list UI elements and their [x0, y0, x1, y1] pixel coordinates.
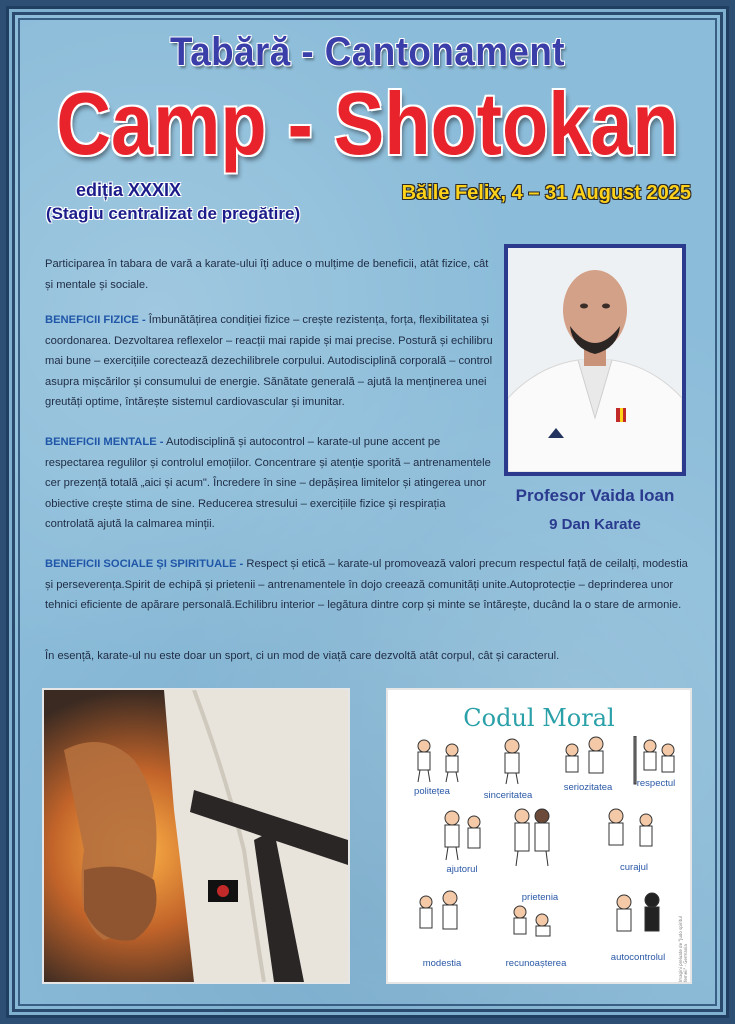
- title-top: Tabără - Cantonament: [170, 30, 565, 74]
- moral-code-credit: Imagini preluate de "Judo spiritul femeii" - Germania: [678, 916, 688, 982]
- figure-ajutorul: [445, 811, 480, 860]
- instructor-portrait: [504, 244, 686, 476]
- figure-autocontrolul: [617, 893, 659, 931]
- social-benefits-label: BENEFICII SOCIALE ȘI SPIRITUALE -: [45, 558, 244, 570]
- moral-code-item: politețea: [414, 786, 450, 797]
- instructor-rank: 9 Dan Karate: [549, 516, 641, 533]
- conclusion-paragraph: În esență, karate-ul nu este doar un sport, ci un mod de viață care dezvoltă atât corpul, cât și caracterul.: [45, 650, 560, 662]
- moral-code-card: [386, 688, 692, 984]
- karate-fist-illustration: [44, 690, 348, 982]
- figure-curajul: [609, 809, 652, 846]
- moral-code-item: prietenia: [521, 892, 559, 903]
- physical-benefits-paragraph: [45, 310, 495, 413]
- subtitle: (Stagiu centralizat de pregătire): [46, 204, 301, 223]
- moral-code-figures: [402, 736, 682, 976]
- title-main: Camp - Shotokan: [56, 74, 679, 173]
- physical-benefits-text: Îmbunătățirea condiției fizice – crește rezistența, forța, flexibilitatea și coordonarea. Dezvoltarea reflexelor – reacții mai rapide și mai precise. Postură și echilibru mai bune – exercițiile corectează dezechilibrele corpului. Autodisciplină corporală – control asupra mișcărilor și consumului de energie. Sănătate generală – ajută la menținerea unei greutăți optime, întărește sistemul cardiovascular și imunitar.: [45, 314, 493, 408]
- mental-benefits-paragraph: [45, 432, 495, 535]
- edition-label: ediția XXXIX: [76, 180, 182, 200]
- moral-code-item: autocontrolul: [610, 952, 666, 963]
- instructor-name: Profesor Vaida Ioan: [515, 486, 675, 505]
- instructor-photo-illustration: [508, 248, 682, 472]
- figure-respectul: [634, 736, 674, 784]
- figure-politetea: [418, 740, 458, 782]
- mental-benefits-label: BENEFICII MENTALE -: [45, 436, 164, 448]
- moral-code-item: modestia: [422, 958, 462, 969]
- moral-code-item: curajul: [620, 862, 648, 873]
- social-benefits-text: Respect și etică – karate-ul promovează valori precum respectul față de ceilalți, modestia și perseverența.Spirit de echipă și prietenii – antrenamentele în dojo creează comunități unite.Autoprotecție – deprinderea unor tehnici eficiente de apărare personală.Echilibru interior – legătura dintre corp și minte se întărește, ducând la o stare de armonie.: [45, 558, 688, 611]
- figure-sinceritatea: [505, 739, 519, 784]
- intro-paragraph: Participarea în tabara de vară a karate-ului îți aduce o mulțime de beneficii, atât fizice, cât și mentale și sociale.: [45, 258, 489, 291]
- moral-code-title: Codul Moral: [463, 704, 615, 732]
- moral-code-item: respectul: [636, 778, 676, 789]
- figure-modestia: [420, 891, 457, 929]
- moral-code-item: seriozitatea: [563, 782, 613, 793]
- physical-benefits-label: BENEFICII FIZICE -: [45, 314, 146, 326]
- figure-recunoasterea: [514, 906, 550, 936]
- karate-fist-photo: [42, 688, 350, 984]
- figure-prietenia: [515, 809, 549, 866]
- moral-code-item: sinceritatea: [483, 790, 533, 801]
- moral-code-item: ajutorul: [446, 864, 478, 875]
- mental-benefits-text: Autodisciplină și autocontrol – karate-ul pune accent pe respectarea regulilor și controlul emoțiilor. Concentrare și atenție sporită – antrenamentele cer prezență totală „aici și acum". Încredere în sine – depășirea limitelor și atingerea unor obiective crește stima de sine. Reducerea stresului – exercițiile fizice și respirația controlată ajută la calmarea minții.: [45, 436, 491, 530]
- moral-code-item: recunoașterea: [505, 958, 567, 969]
- social-benefits-paragraph: [45, 554, 695, 616]
- figure-seriozitatea: [566, 737, 603, 773]
- location-date: Băile Felix, 4 – 31 August 2025: [401, 182, 691, 204]
